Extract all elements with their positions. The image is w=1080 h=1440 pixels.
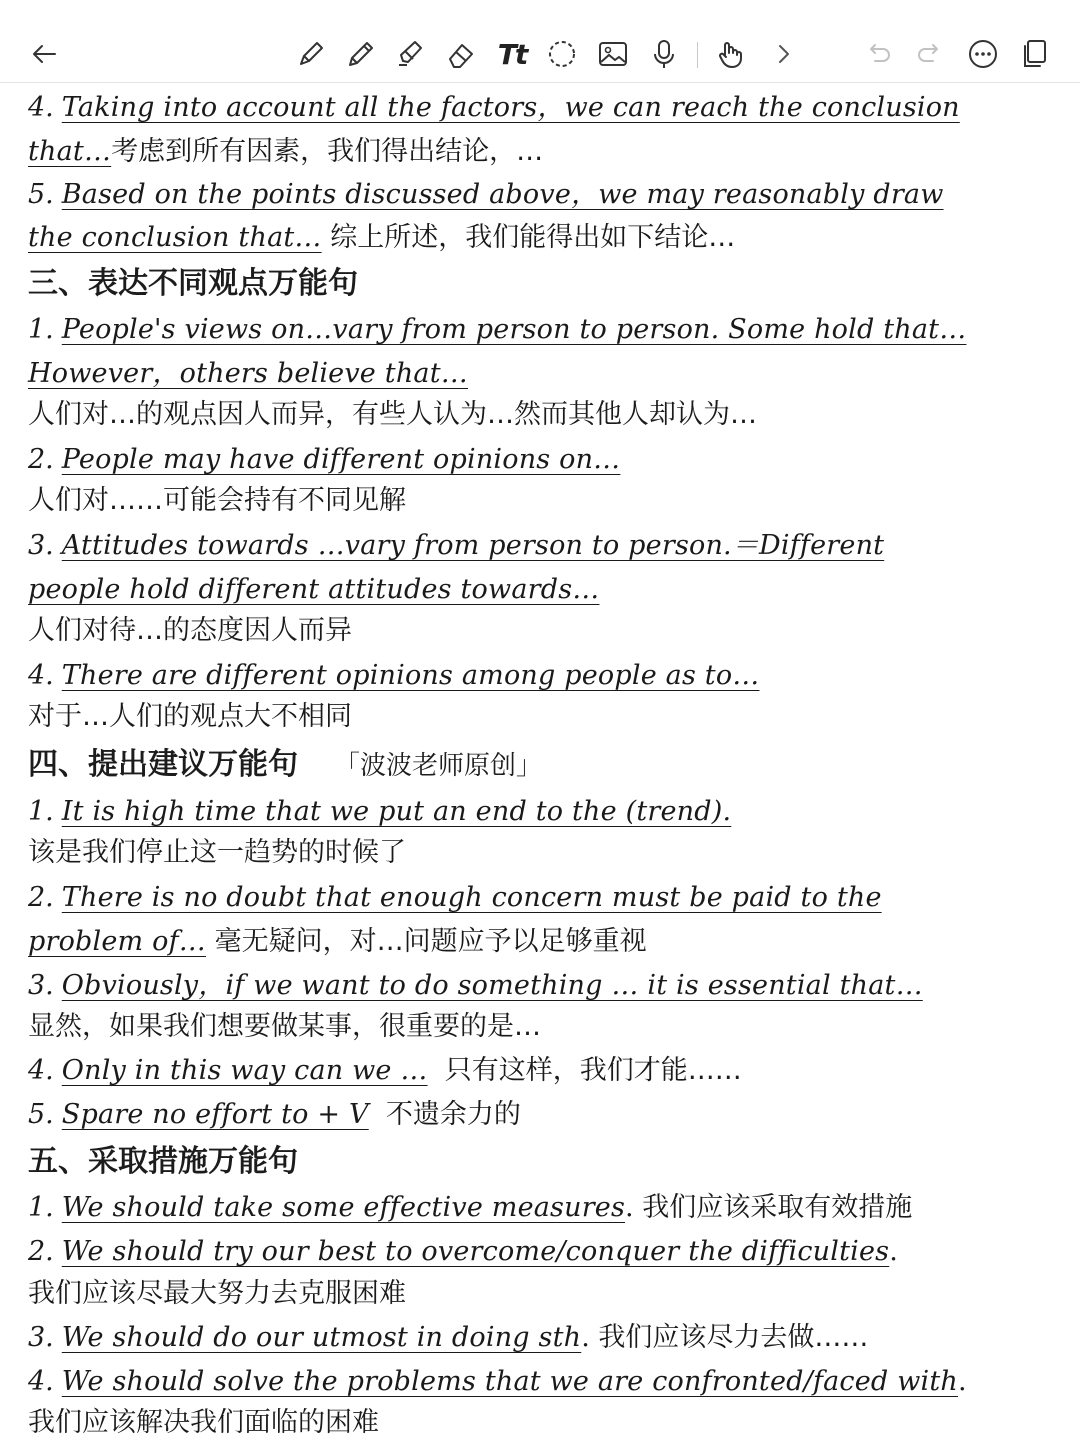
text-tool-label: Tt	[497, 37, 527, 71]
chinese-translation: 我们应该解决我们面临的困难	[28, 1407, 379, 1438]
chinese-translation: 我们应该尽力去做……	[598, 1322, 869, 1353]
english-phrase: Based on the points discussed above，we may reasonably draw	[61, 179, 944, 210]
chinese-translation: 考虑到所有因素，我们得出结论，…	[111, 136, 544, 167]
english-phrase: Taking into account all the factors，we can reach the conclusion	[61, 92, 960, 123]
note-line	[28, 216, 1068, 260]
item-number: 2.	[28, 882, 54, 913]
lasso-icon[interactable]	[542, 32, 582, 76]
item-number: 4.	[28, 660, 54, 691]
image-icon[interactable]	[593, 32, 633, 76]
top-toolbar	[0, 0, 1080, 83]
note-line: 1. We should take some effective measures. 我们应该采取有效措施	[28, 1192, 913, 1223]
english-phrase: We should take some effective measures	[61, 1192, 626, 1223]
author-tag: 「波波老师原创」	[334, 751, 543, 781]
chinese-translation: 对于…人们的观点大不相同	[28, 701, 352, 732]
text-tool-icon[interactable]	[492, 32, 532, 76]
item-number: 4.	[28, 1055, 54, 1086]
undo-icon[interactable]	[858, 32, 898, 76]
english-phrase: However，others believe that…	[28, 358, 468, 389]
item-number: 1.	[28, 796, 54, 827]
note-line	[28, 438, 1068, 482]
note-line	[28, 920, 1068, 964]
item-number: 2.	[28, 1236, 54, 1267]
note-line	[28, 1049, 1068, 1093]
note-line	[28, 524, 1068, 568]
item-number: 5.	[28, 179, 54, 210]
item-number: 3.	[28, 970, 54, 1001]
english-phrase: people hold different attitudes towards…	[28, 574, 600, 605]
chinese-translation: 不遗余力的	[385, 1099, 521, 1130]
highlighter-icon[interactable]	[390, 32, 430, 76]
chevron-right-icon[interactable]	[764, 32, 804, 76]
item-number: 3.	[28, 1322, 54, 1353]
pencil-icon[interactable]	[340, 32, 380, 76]
item-number: 4.	[28, 92, 54, 123]
note-page[interactable]	[0, 83, 1080, 1440]
english-phrase: Attitudes towards …vary from person to person.＝Different	[61, 530, 885, 561]
chinese-translation: 显然，如果我们想要做某事，很重要的是…	[28, 1011, 541, 1042]
section-heading-row	[28, 743, 1068, 787]
note-line	[28, 130, 1068, 174]
note-line	[28, 173, 1068, 217]
note-line	[28, 568, 1068, 612]
section-heading: 五、采取措施万能句	[28, 1144, 298, 1179]
note-line	[28, 654, 1068, 698]
english-phrase: There are different opinions among people as to…	[61, 660, 760, 691]
toolbar-divider	[697, 42, 698, 68]
english-phrase: There is no doubt that enough concern must be paid to the	[61, 882, 882, 913]
microphone-icon[interactable]	[644, 32, 684, 76]
english-phrase: People's views on…vary from person to person. Some hold that…	[61, 314, 967, 345]
chinese-translation: 我们应该采取有效措施	[642, 1192, 913, 1223]
eraser-icon[interactable]	[441, 32, 481, 76]
note-line	[28, 876, 1068, 920]
note-line	[28, 308, 1068, 352]
note-line	[28, 86, 1068, 130]
chinese-translation: 综上所述，我们能得出如下结论…	[330, 222, 736, 253]
chinese-translation: 毫无疑问，对…问题应予以足够重视	[214, 926, 647, 957]
chinese-translation: 人们对待…的态度因人而异	[28, 615, 352, 646]
redo-icon[interactable]	[910, 32, 950, 76]
english-phrase: It is high time that we put an end to the (trend).	[61, 796, 732, 827]
english-phrase: the conclusion that…	[28, 222, 322, 253]
section-heading: 四、提出建议万能句	[28, 747, 298, 782]
note-line	[28, 352, 1068, 396]
chinese-translation: 我们应该尽最大努力去克服困难	[28, 1278, 406, 1309]
item-number: 2.	[28, 444, 54, 475]
english-phrase: Spare no effort to + V	[61, 1099, 369, 1130]
english-phrase: We should try our best to overcome/conquer the difficulties	[61, 1236, 890, 1267]
chinese-translation: 该是我们停止这一趋势的时候了	[28, 837, 406, 868]
note-line	[28, 964, 1068, 1008]
english-phrase: that…	[28, 136, 112, 167]
english-phrase: We should solve the problems that we are confronted/faced with	[61, 1366, 958, 1397]
chinese-translation: 只有这样，我们才能……	[444, 1055, 742, 1086]
chinese-translation: 人们对…的观点因人而异，有些人认为…然而其他人却认为…	[28, 399, 757, 430]
english-phrase: Only in this way can we …	[61, 1055, 428, 1086]
english-phrase: We should do our utmost in doing sth	[61, 1322, 582, 1353]
item-number: 3.	[28, 530, 54, 561]
item-number: 4.	[28, 1366, 54, 1397]
note-line: 4. We should solve the problems that we are confronted/faced with.	[28, 1366, 967, 1397]
pages-icon[interactable]	[1014, 32, 1054, 76]
english-phrase: Obviously，if we want to do something … it is essential that…	[61, 970, 923, 1001]
pen-icon[interactable]	[290, 32, 330, 76]
note-line	[28, 790, 1068, 834]
more-icon[interactable]	[963, 32, 1003, 76]
item-number: 1.	[28, 314, 54, 345]
note-line: 2. We should try our best to overcome/conquer the difficulties.	[28, 1236, 898, 1267]
section-heading: 三、表达不同观点万能句	[28, 266, 358, 301]
item-number: 5.	[28, 1099, 54, 1130]
chinese-translation: 人们对……可能会持有不同见解	[28, 485, 406, 516]
hand-pointer-icon[interactable]	[711, 32, 751, 76]
note-line: 3. We should do our utmost in doing sth. 我们应该尽力去做……	[28, 1322, 869, 1353]
back-arrow-icon[interactable]	[24, 32, 64, 76]
item-number: 1.	[28, 1192, 54, 1223]
note-line	[28, 1093, 1068, 1137]
english-phrase: People may have different opinions on…	[61, 444, 621, 475]
english-phrase: problem of…	[28, 926, 206, 957]
